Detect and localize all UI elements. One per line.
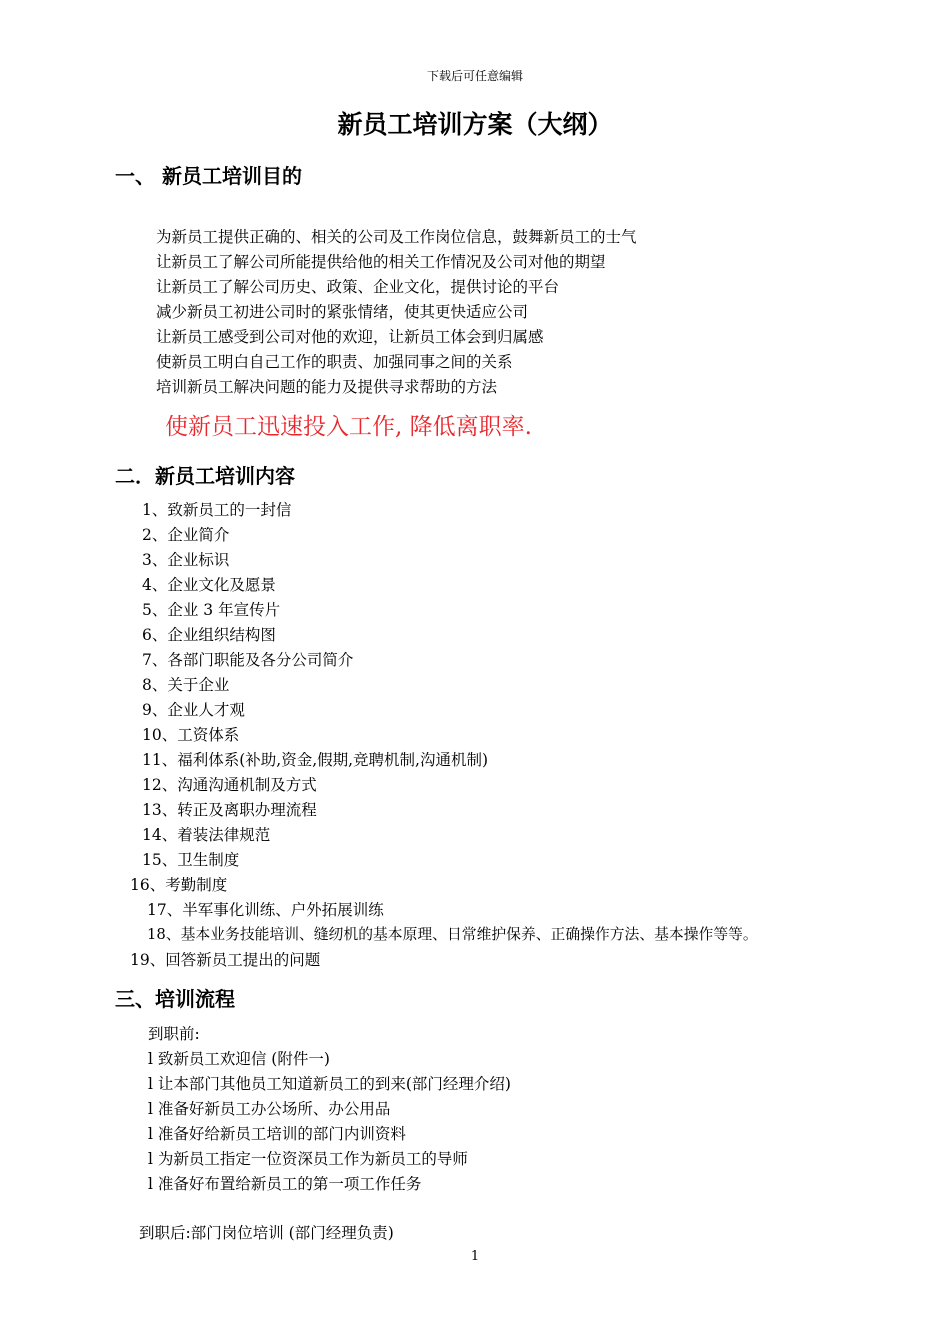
content-item: 1、致新员工的一封信: [142, 501, 292, 519]
content-item: 18、基本业务技能培训、缝纫机的基本原理、日常维护保养、正确操作方法、基本操作等等。: [147, 926, 758, 943]
before-onboarding-item: l 致新员工欢迎信 (附件一): [148, 1050, 330, 1068]
content-item: 12、沟通沟通机制及方式: [142, 776, 317, 794]
content-item: 10、工资体系: [142, 726, 240, 744]
content-item: 15、卫生制度: [142, 851, 240, 869]
purpose-item: 培训新员工解决问题的能力及提供寻求帮助的方法: [156, 378, 498, 396]
content-item: 14、着装法律规范: [142, 826, 271, 844]
content-item: 9、企业人才观: [142, 701, 245, 719]
section-heading-purpose: 一、 新员工培训目的: [115, 164, 302, 188]
page-number: 1: [470, 1249, 480, 1264]
content-item: 19、回答新员工提出的问题: [130, 951, 321, 969]
section-heading-process: 三、培训流程: [115, 987, 235, 1011]
before-onboarding-label: 到职前:: [148, 1025, 200, 1043]
after-onboarding-label: 到职后:部门岗位培训 (部门经理负责): [139, 1224, 394, 1242]
purpose-item: 减少新员工初进公司时的紧张情绪，使其更快适应公司: [156, 303, 529, 321]
before-onboarding-item: l 准备好给新员工培训的部门内训资料: [148, 1125, 406, 1143]
content-item: 11、福利体系(补助,资金,假期,竞聘机制,沟通机制): [142, 751, 489, 769]
content-item: 5、企业 3 年宣传片: [142, 601, 281, 619]
header-note: 下载后可任意编辑: [426, 69, 523, 83]
content-item: 8、关于企业: [142, 676, 230, 694]
purpose-item: 让新员工了解公司所能提供给他的相关工作情况及公司对他的期望: [156, 253, 606, 271]
before-onboarding-item: l 准备好布置给新员工的第一项工作任务: [148, 1175, 422, 1193]
before-onboarding-item: l 让本部门其他员工知道新员工的到来(部门经理介绍): [148, 1075, 511, 1093]
content-item: 3、企业标识: [142, 551, 230, 569]
content-item: 16、考勤制度: [130, 876, 228, 894]
purpose-item: 让新员工了解公司历史、政策、企业文化，提供讨论的平台: [156, 278, 560, 296]
section-heading-content: 二．新员工培训内容: [115, 464, 295, 488]
content-item: 4、企业文化及愿景: [142, 576, 276, 594]
highlight-goal: 使新员工迅速投入工作, 降低离职率.: [165, 414, 532, 440]
purpose-item: 让新员工感受到公司对他的欢迎，让新员工体会到归属感: [156, 328, 544, 346]
purpose-item: 为新员工提供正确的、相关的公司及工作岗位信息，鼓舞新员工的士气: [156, 228, 637, 246]
content-item: 13、转正及离职办理流程: [142, 801, 317, 819]
content-item: 2、企业简介: [142, 526, 230, 544]
content-item: 17、半军事化训练、户外拓展训练: [147, 901, 384, 919]
purpose-item: 使新员工明白自己工作的职责、加强同事之间的关系: [156, 353, 513, 371]
before-onboarding-item: l 准备好新员工办公场所、办公用品: [148, 1100, 391, 1118]
before-onboarding-item: l 为新员工指定一位资深员工作为新员工的导师: [148, 1150, 468, 1168]
content-item: 6、企业组织结构图: [142, 626, 276, 644]
content-item: 7、各部门职能及各分公司简介: [142, 651, 354, 669]
document-title: 新员工培训方案（大纲）: [337, 110, 613, 139]
